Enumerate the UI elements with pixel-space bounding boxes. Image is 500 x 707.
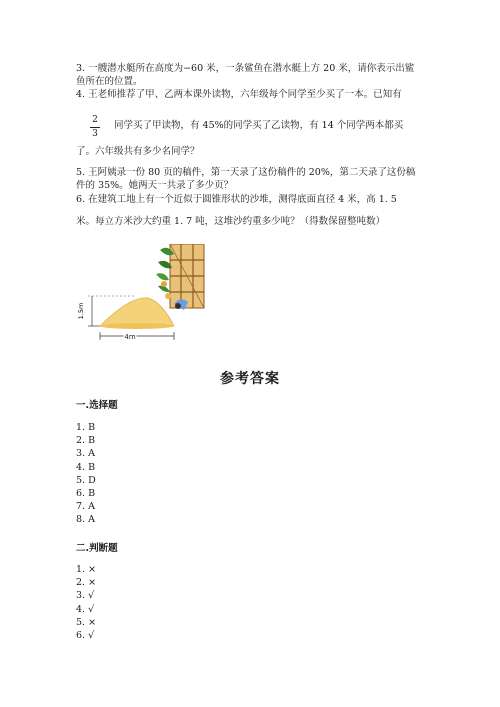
fraction-denominator: 3 bbox=[92, 129, 98, 139]
section-choice-heading: 一.选择题 bbox=[76, 400, 118, 411]
cone-base bbox=[100, 323, 174, 329]
answer-item: 3. A bbox=[76, 448, 95, 460]
answers-title: 参考答案 bbox=[220, 371, 280, 387]
answer-item: 6. √ bbox=[76, 629, 95, 641]
question-6-line-2: 米。每立方米沙大约重 1. 7 吨，这堆沙约重多少吨？（得数保留整吨数） bbox=[76, 216, 386, 227]
answer-item: 2. × bbox=[76, 577, 97, 589]
question-6-line-1: 6. 在建筑工地上有一个近似于圆锥形状的沙堆，测得底面直径 4 米，高 1. 5 bbox=[76, 194, 397, 205]
question-3-line-2: 鱼所在的位置。 bbox=[76, 76, 143, 87]
answer-item: 1. B bbox=[76, 422, 96, 433]
judge-answer-list bbox=[76, 563, 96, 642]
sand-cone bbox=[100, 298, 174, 326]
scaffold-illustration bbox=[156, 244, 204, 310]
answer-item: 1. × bbox=[76, 564, 97, 575]
answer-item: 2. B bbox=[76, 435, 96, 447]
height-label: 1.5m bbox=[77, 302, 85, 320]
choice-answer-list bbox=[76, 421, 96, 527]
sand-pile-figure bbox=[74, 244, 210, 344]
question-4-line-2: 同学买了甲读物，有 45%的同学买了乙读物，有 14 个同学两本都买 bbox=[114, 120, 404, 131]
question-3-line-1: 3. 一艘潜水艇所在高度为−60 米，一条鲨鱼在潜水艇上方 20 米，请你表示出鲨 bbox=[76, 63, 415, 74]
question-5-line-1: 5. 王阿姨录一份 80 页的稿件，第一天录了这份稿件的 20%，第二天录了这份稿 bbox=[76, 167, 416, 178]
diameter-label: 4m bbox=[124, 333, 136, 341]
section-judge-heading: 二.判断题 bbox=[76, 543, 118, 554]
question-4-line-1: 4. 王老师推荐了甲、乙两本课外读物，六年级每个同学至少买了一本。已知有 bbox=[76, 89, 402, 100]
question-5-line-2: 件的 35%。她两天一共录了多少页？ bbox=[76, 180, 234, 191]
question-4-line-3: 了。六年级共有多少名同学？ bbox=[76, 146, 200, 157]
answer-item: 8. A bbox=[76, 514, 95, 526]
fraction-bar bbox=[90, 127, 100, 128]
answer-item: 6. B bbox=[76, 487, 96, 499]
answer-item: 3. √ bbox=[76, 590, 95, 602]
fraction-numerator: 2 bbox=[92, 115, 98, 125]
answer-item: 4. B bbox=[76, 461, 96, 473]
answer-item: 4. √ bbox=[76, 603, 95, 615]
answer-item: 5. D bbox=[76, 474, 96, 486]
answer-item: 5. × bbox=[76, 616, 97, 628]
fraction-two-thirds bbox=[90, 115, 100, 140]
answer-item: 7. A bbox=[76, 501, 95, 513]
